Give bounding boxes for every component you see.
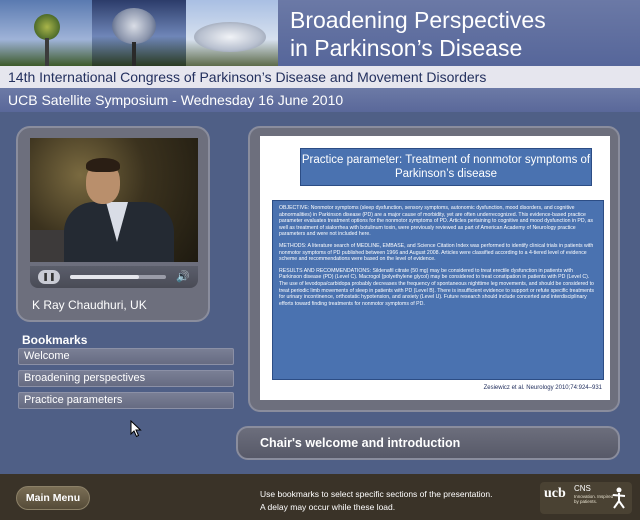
page-title xyxy=(290,6,630,62)
bookmarks-heading: Bookmarks xyxy=(22,333,88,347)
slide-abstract xyxy=(272,200,604,380)
congress-title: 14th International Congress of Parkinson’s Disease and Movement Disorders xyxy=(0,66,640,88)
slide-panel xyxy=(248,126,620,412)
slide-reference: Zesiewicz et al. Neurology 2010;74:924–931 xyxy=(483,385,602,391)
volume-icon[interactable]: 🔊 xyxy=(176,270,190,283)
header-photo-strip xyxy=(0,0,278,66)
mouse-cursor-icon xyxy=(130,420,142,438)
symposium-title: UCB Satellite Symposium - Wednesday 16 June 2010 xyxy=(0,88,640,112)
header-banner xyxy=(0,0,640,66)
bookmark-practice-parameters[interactable]: Practice parameters xyxy=(18,392,234,409)
flower-sculpture-3 xyxy=(194,22,266,52)
title-line-1: Broadening Perspectives xyxy=(290,7,546,33)
abstract-methods: METHODS: A literature search of MEDLINE, EMBASE, and Science Citation Index was performed to identify clinical trials in patients with nonmotor symptoms of PD published between 1966 and August 2008. Articles were classified according to a 4-tiered level of evidence scheme and recommendations were based on the level of evidence. xyxy=(279,242,594,263)
seek-progress xyxy=(70,275,139,279)
logo-cns-text: CNS xyxy=(574,484,591,493)
speaker-name: K Ray Chaudhuri, UK xyxy=(32,298,147,312)
bookmark-welcome[interactable]: Welcome xyxy=(18,348,234,365)
current-section-title: Chair's welcome and introduction xyxy=(236,426,620,460)
footer-note-line-2: A delay may occur while these load. xyxy=(260,502,396,512)
main-menu-button[interactable]: Main Menu xyxy=(16,486,90,510)
abstract-objective: OBJECTIVE: Nonmotor symptoms (sleep dysfunction, sensory symptoms, autonomic dysfunction, mood disorders, and cognitive abnormalities) in Parkinson disease (PD) are a major cause of morbidity, yet are often underrecognized. This evidence-based practice parameter evaluates treatment options for the nonmotor symptoms of PD. Articles pertaining to cognitive and mood dysfunction in PD, as well as treatment of sialorrhea with botulinum toxin, were previously reviewed as part of American Academy of Neurology practice parameters and were not included here. xyxy=(279,205,594,238)
speaker-hair xyxy=(86,158,120,172)
video-controls xyxy=(30,266,198,288)
flower-sculpture-1 xyxy=(34,14,60,40)
pause-icon[interactable]: ❚❚ xyxy=(38,270,60,284)
footer-note-line-1: Use bookmarks to select specific sections of the presentation. xyxy=(260,489,493,499)
video-player[interactable] xyxy=(30,138,198,262)
abstract-results: RESULTS AND RECOMMENDATIONS: Sildenafil citrate (50 mg) may be considered to treat erectile dysfunction in patients with Parkinson disease (PD) (Level C). Macrogol (polyethylene glycol) may be considered to treat constipation in patients with PD (Level C). The use of levodopa/carbidopa probably decreases the frequency of spontaneous nighttime leg movements, and should be considered to treat periodic limb movements of sleep in patients with PD (Level B). There is insufficient evidence to support or refute specific treatments for urinary incontinence, orthostatic hypotension, and anxiety (Level U). Future research should include concerted and interdisciplinary efforts toward finding treatments for nonmotor symptoms of PD. xyxy=(279,267,594,307)
bookmark-broadening-perspectives[interactable]: Broadening perspectives xyxy=(18,370,234,387)
header-photo-2 xyxy=(92,0,186,66)
flower-stem-2 xyxy=(132,42,136,66)
header-photo-3 xyxy=(186,0,278,66)
ucb-cns-logo xyxy=(540,482,632,514)
flower-stem-1 xyxy=(45,38,49,66)
seek-bar[interactable] xyxy=(70,275,166,279)
header-photo-1 xyxy=(0,0,92,66)
slide-title: Practice parameter: Treatment of nonmotor symptoms of Parkinson’s disease xyxy=(300,148,592,186)
video-panel xyxy=(16,126,210,322)
person-figure-icon xyxy=(610,487,628,509)
presentation-slide xyxy=(260,136,610,400)
logo-tagline: Innovation. Inspired by patients. xyxy=(574,494,614,504)
footer xyxy=(0,474,640,520)
flower-sculpture-2 xyxy=(112,8,156,44)
logo-ucb-text: ucb xyxy=(544,486,566,501)
footer-instructions xyxy=(260,488,530,514)
title-line-2: in Parkinson’s Disease xyxy=(290,35,523,61)
